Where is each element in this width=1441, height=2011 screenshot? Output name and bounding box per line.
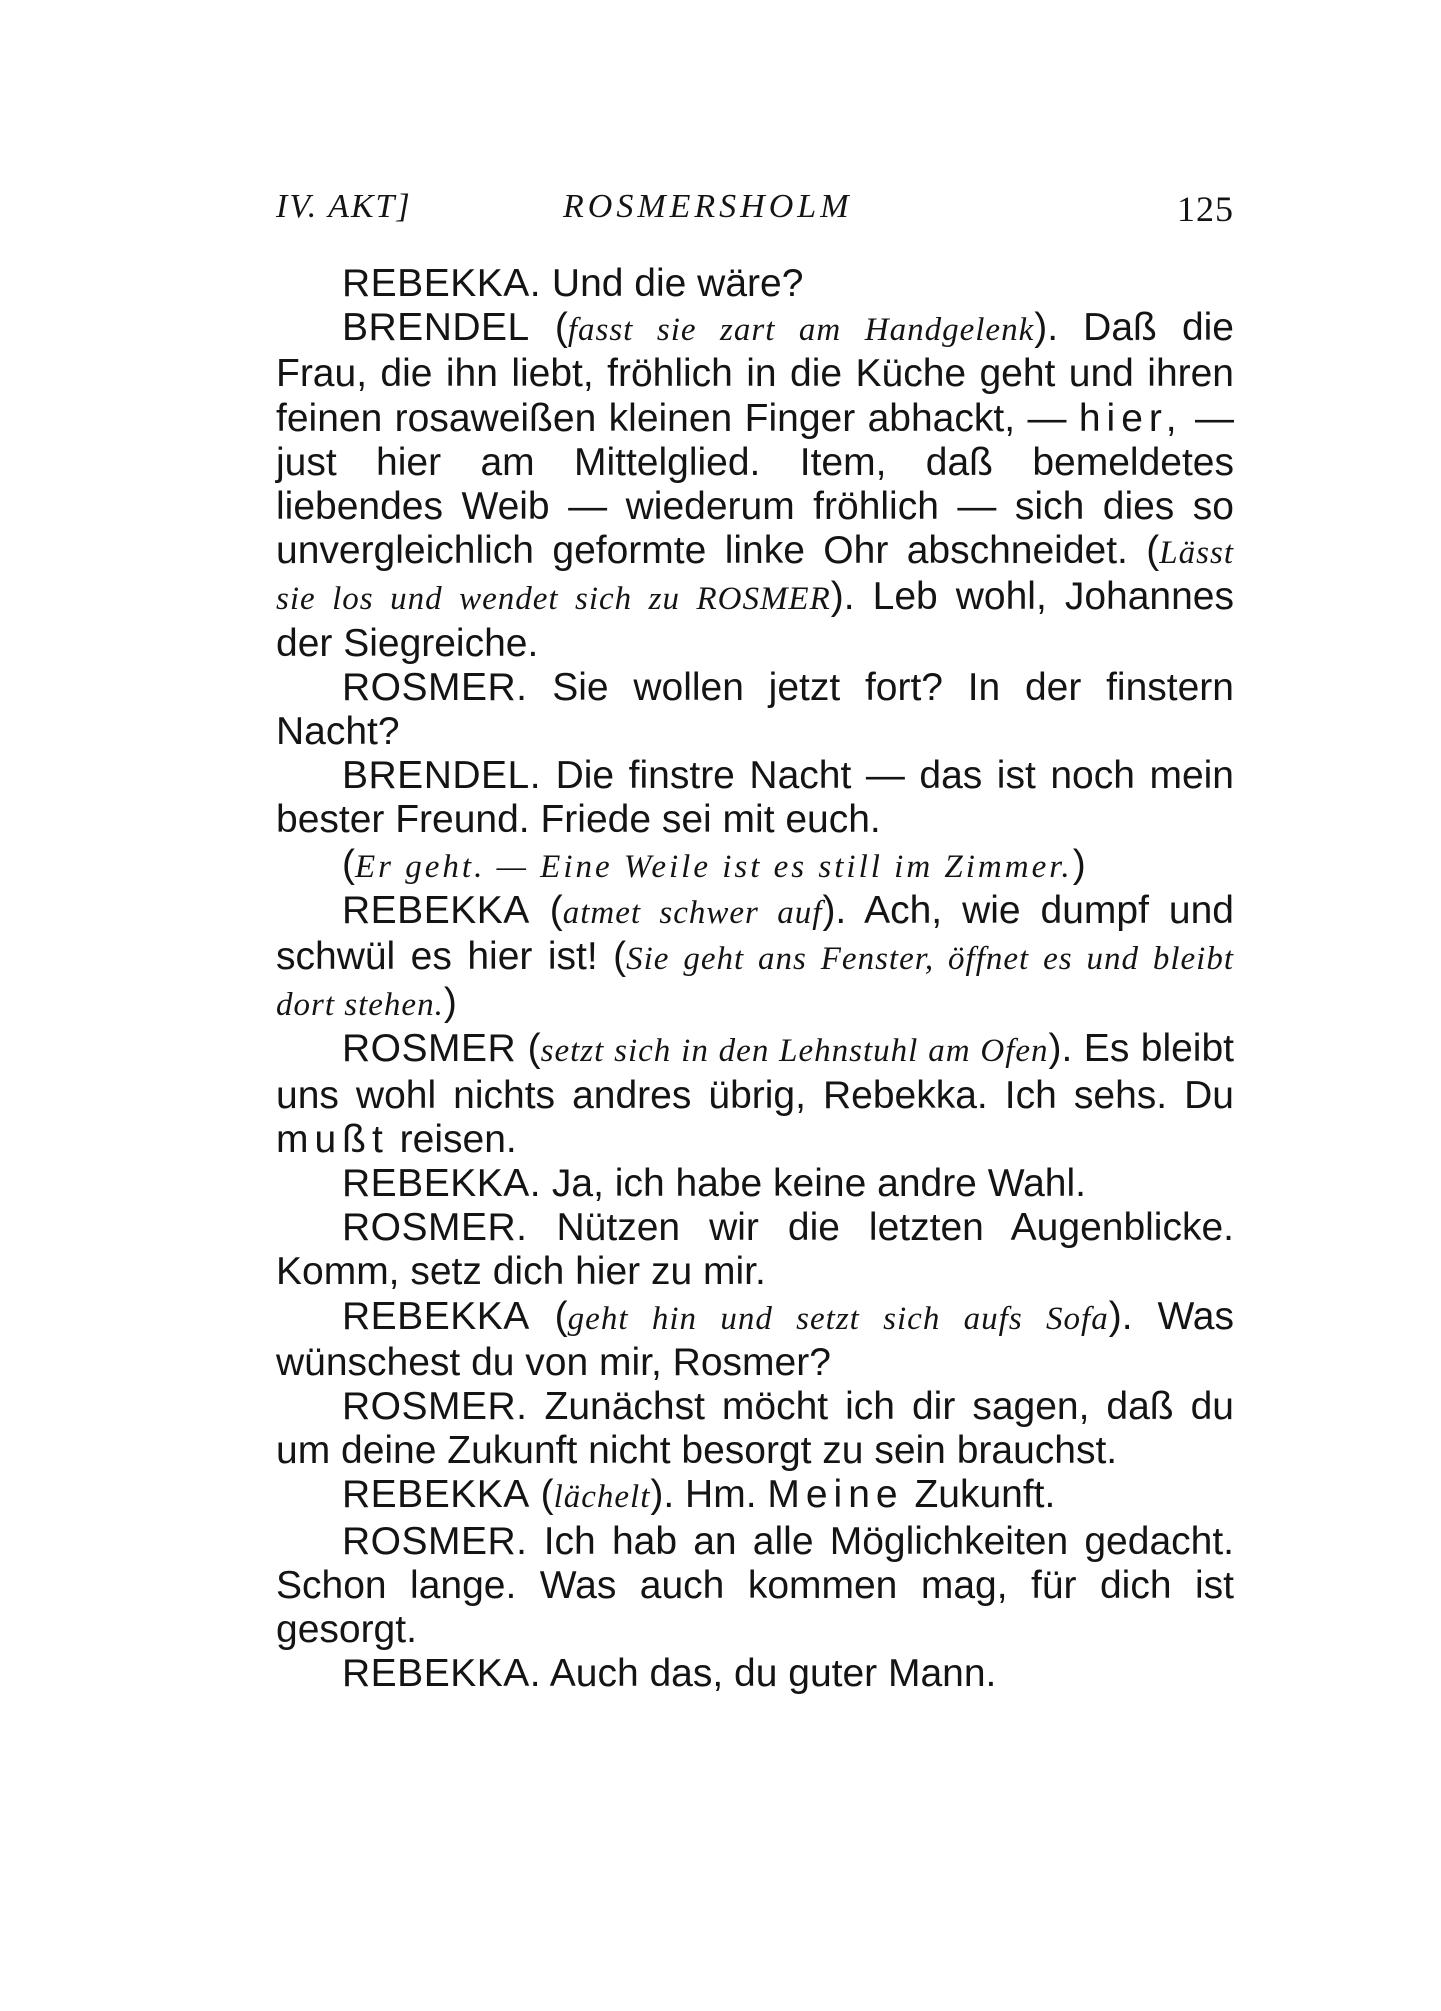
speaker-name: REBEKKA. bbox=[342, 262, 542, 305]
speaker-name: BRENDEL. bbox=[342, 754, 542, 798]
play-text bbox=[276, 262, 1234, 1697]
speech-text: reisen. bbox=[388, 1117, 517, 1161]
speech-text: Ich hab an alle Möglichkeiten gedacht. Schon lange. Was auch kommen mag, für dich ist gesorgt. bbox=[276, 1519, 1234, 1652]
speech-rosmer-4 bbox=[276, 1385, 1234, 1473]
speech-rosmer-2: ROSMER (setzt sich in den Lehnstuhl am Ofen). Es bleibt uns wohl nichts andres übrig, Rebekka. Ich sehs. Du mußt reisen. bbox=[276, 1027, 1234, 1161]
emphasis-text: mußt bbox=[276, 1117, 389, 1161]
speech-text: Zukunft. bbox=[903, 1473, 1056, 1517]
speech-rebekka-4: REBEKKA (geht hin und setzt sich aufs Sofa). Was wünschest du von mir, Rosmer? bbox=[276, 1294, 1235, 1384]
speech-rebekka-2: REBEKKA (atmet schwer auf). Ach, wie dumpf und schwül es hier ist! (Sie geht ans Fenster, öffnet es und bleibt dort stehen.) bbox=[276, 888, 1234, 1025]
play-title: ROSMERSHOLM bbox=[563, 188, 853, 225]
stage-direction-name: ROSMER bbox=[696, 581, 831, 618]
speaker-name: REBEKKA bbox=[342, 888, 530, 932]
speaker-name: REBEKKA bbox=[342, 1294, 530, 1338]
speech-text: Die finstre Nacht — das ist noch mein bester Freund. Friede sei mit euch. bbox=[276, 754, 1234, 842]
speaker-name: ROSMER. bbox=[342, 665, 528, 709]
speech-text: ). Hm. bbox=[650, 1473, 768, 1517]
speaker-name: REBEKKA. bbox=[342, 1162, 542, 1206]
speech-text: Daß die Frau, die ihn liebt, fröhlich in die Küche geht und ihren feinen rosaweißen kleinen Finger abhackt, — bbox=[276, 306, 1234, 440]
stage-direction: fasst sie zart am Handgelenk bbox=[567, 312, 1035, 349]
stage-direction: atmet schwer auf bbox=[562, 894, 823, 931]
emphasis-text: hier, bbox=[1078, 396, 1183, 440]
stage-direction: Er geht. — Eine Weile ist es still im Zimmer. bbox=[355, 848, 1073, 885]
speech-rosmer-1 bbox=[276, 666, 1234, 754]
speech-rosmer-5 bbox=[276, 1520, 1234, 1653]
stage-direction: geht hin und setzt sich aufs Sofa bbox=[567, 1300, 1109, 1337]
speech-text: ). Was wünschest du von mir, Rosmer? bbox=[276, 1294, 1235, 1384]
speech-text: Auch das, du guter Mann. bbox=[541, 1652, 997, 1696]
speech-text: Zunächst möcht ich dir sagen, daß du um deine Zukunft nicht besorgt zu sein brauchst. bbox=[276, 1385, 1234, 1473]
speech-text: ). Es bleibt uns wohl nichts andres übrig, Rebekka. Ich sehs. Du bbox=[276, 1027, 1234, 1117]
speech-rosmer-3 bbox=[276, 1206, 1234, 1294]
speaker-name: ROSMER. bbox=[342, 1206, 528, 1250]
speaker-name: ROSMER bbox=[342, 1027, 517, 1071]
stage-direction: lächelt bbox=[553, 1479, 651, 1516]
stage-direction: setzt sich in den Lehnstuhl am Ofen bbox=[540, 1033, 1049, 1070]
speech-text: Und die wäre? bbox=[541, 262, 804, 305]
speech-text: ). Ach, wie dumpf und schwül es hier ist! ( bbox=[276, 888, 1234, 979]
speech-text: Nützen wir die letzten Augenblicke. Komm, setz dich hier zu mir. bbox=[276, 1206, 1234, 1294]
emphasis-text: Meine bbox=[767, 1473, 904, 1517]
speech-brendel-2 bbox=[276, 754, 1234, 842]
speaker-name: REBEKKA bbox=[342, 1473, 530, 1517]
speech-brendel-1: BRENDEL (fasst sie zart am Handgelenk). Daß die Frau, die ihn liebt, fröhlich in die Küche geht und ihren feinen rosaweißen kleinen Finger abhackt, — hier, — just hier am Mittelglied. Item, daß bemeldetes liebendes Weib — wiederum fröhlich — sich dies so unvergleichlich geformte linke Ohr abschneidet. (Lässt sie los und wendet sich zu ROSMER). Leb wohl, Johannes der Siegreiche. bbox=[276, 306, 1234, 665]
stage-direction: Lässt sie los und wendet sich zu bbox=[276, 535, 1234, 618]
speaker-name: REBEKKA. bbox=[342, 1652, 542, 1696]
speech-rebekka-3 bbox=[276, 1162, 1234, 1206]
speech-text: Ja, ich habe keine andre Wahl. bbox=[541, 1162, 1086, 1206]
speech-text: Sie wollen jetzt fort? In der finstern Nacht? bbox=[276, 665, 1234, 754]
speech-rebekka-6 bbox=[276, 1652, 1234, 1696]
act-label: IV. AKT] bbox=[276, 188, 412, 225]
stage-direction: Sie geht ans Fenster, öffnet es und bleibt dort stehen. bbox=[276, 941, 1234, 1024]
speaker-name: BRENDEL bbox=[342, 306, 530, 350]
running-header bbox=[276, 188, 1234, 240]
page-number: 125 bbox=[1177, 189, 1234, 229]
speech-rebekka-5: REBEKKA (lächelt). Hm. Meine Zukunft. bbox=[342, 1473, 1056, 1517]
speech-text: ). Leb wohl, Johannes der Siegreiche. bbox=[276, 575, 1234, 665]
stage-direction-line: (Er geht. — Eine Weile ist es still im Zimmer.) bbox=[342, 842, 1086, 886]
speech-rebekka-1 bbox=[276, 262, 1234, 306]
speaker-name: ROSMER. bbox=[342, 1519, 528, 1563]
speech-text: — just hier am Mittelglied. Item, daß bemeldetes liebendes Weib — wiederum fröhlich — sich dies so unvergleichlich geformte linke Ohr abschneidet. ( bbox=[276, 396, 1234, 573]
speaker-name: ROSMER. bbox=[342, 1385, 528, 1429]
